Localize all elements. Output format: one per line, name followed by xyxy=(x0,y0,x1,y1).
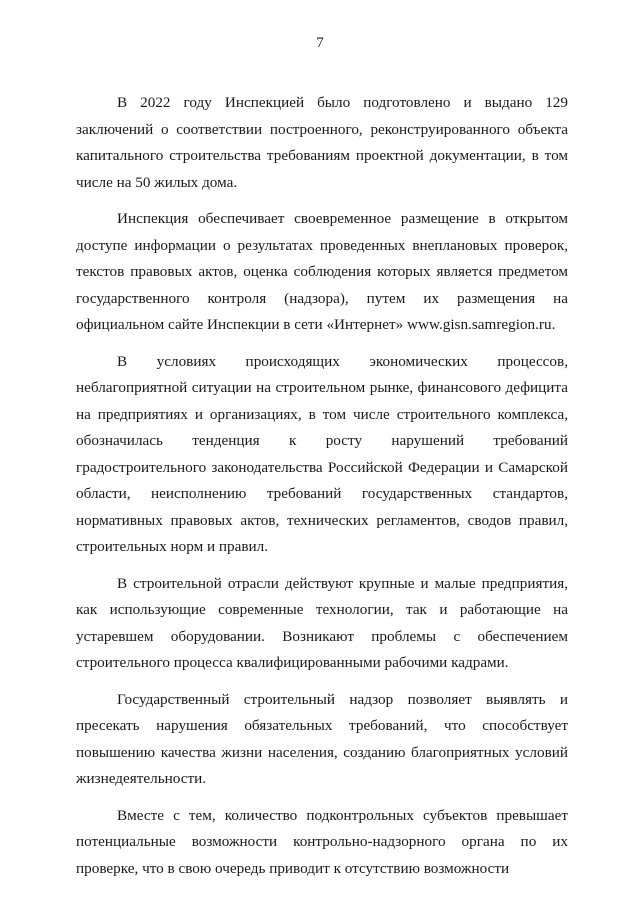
paragraph-construction-industry: В строительной отрасли действуют крупные и малые предприятия, как использующие современные технологии, так и работающие на устаревшем оборудовании. Возникают проблемы с обеспечением строительного процесса квалифицированными рабочими кадрами. xyxy=(76,574,568,671)
page-number: 7 xyxy=(316,35,324,51)
paragraph-information-disclosure: Инспекция обеспечивает своевременное размещение в открытом доступе информации о результатах проведенных внеплановых проверок, текстов правовых актов, оценка соблюдения которых является предметом государственного контроля (надзора), путем их размещения на официальном сайте Инспекции в сети «Интернет» www.gisn.samregion.ru. xyxy=(76,210,568,333)
paragraph-economic-conditions: В условиях происходящих экономических процессов, неблагоприятной ситуации на строительном рынке, финансового дефицита на предприятиях и организациях, в том числе строительного комплекса, обозначилась тенденция к росту нарушений требований градостроительного законодательства Российской Федерации и Самарской области, неисполнению требований государственных стандартов, нормативных правовых актов, технических регламентов, сводов правил, строительных норм и правил. xyxy=(76,352,568,555)
document-body xyxy=(76,90,568,882)
paragraph-conclusions-issued: В 2022 году Инспекцией было подготовлено и выдано 129 заключений о соответствии построенного, реконструированного объекта капитального строительства требованиям проектной документации, в том числе на 50 жилых дома. xyxy=(76,94,568,191)
paragraph-supervised-entities: Вместе с тем, количество подконтрольных субъектов превышает потенциальные возможности контрольно-надзорного органа по их проверке, что в свою очередь приводит к отсутствию возможности xyxy=(76,806,568,877)
paragraph-state-supervision: Государственный строительный надзор позволяет выявлять и пресекать нарушения обязательных требований, что способствует повышению качества жизни населения, созданию благоприятных условий жизнедеятельности. xyxy=(76,690,568,787)
